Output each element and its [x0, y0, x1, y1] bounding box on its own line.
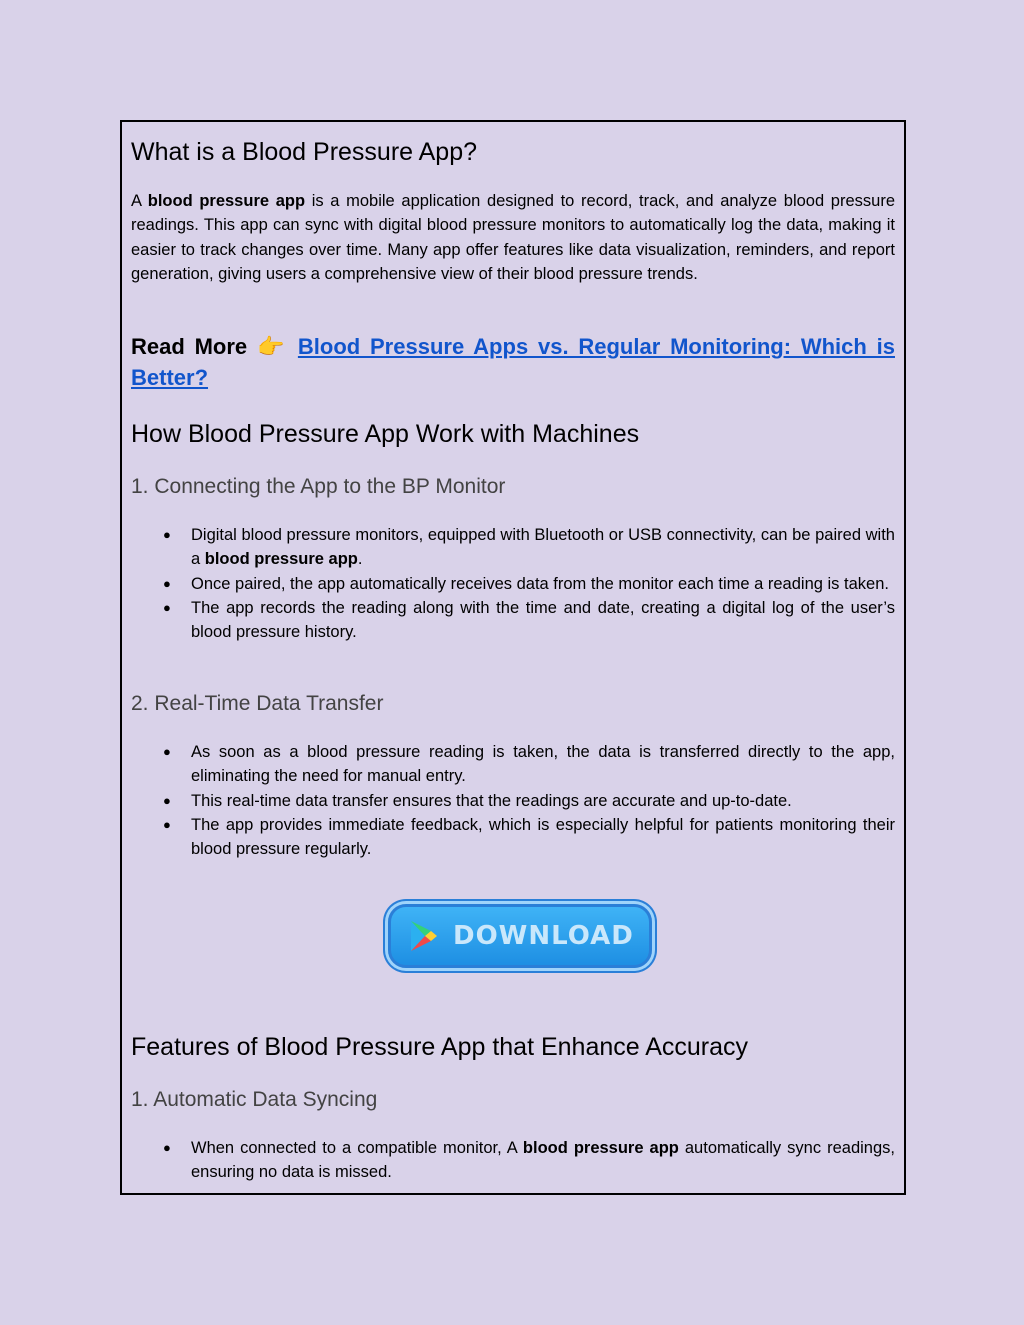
bullet-icon: ● [163, 744, 171, 759]
bullet-text: Digital blood pressure monitors, equipped with Bluetooth or USB connectivity, can be paired with a [191, 526, 895, 569]
subheading-real-time: 2. Real-Time Data Transfer [131, 692, 384, 715]
heading-how-app-works: How Blood Pressure App Work with Machines [131, 420, 640, 448]
bullet-text-suffix: automatically sync readings, ensuring no data is missed. [191, 1139, 895, 1182]
heading-what-is-app: What is a Blood Pressure App? [131, 138, 478, 166]
bullet-icon: ● [163, 792, 171, 808]
bullet-text: When connected to a compatible monitor, A [191, 1139, 523, 1157]
list-item [131, 740, 895, 789]
bullet-text: The app provides immediate feedback, which is especially helpful for patients monitoring their blood pressure regularly. [191, 815, 895, 859]
intro-paragraph [131, 189, 895, 286]
heading-features: Features of Blood Pressure App that Enhance Accuracy [131, 1033, 749, 1061]
list-item [131, 789, 895, 813]
real-time-bullet-list [131, 740, 895, 861]
subheading-connecting: 1. Connecting the App to the BP Monitor [131, 475, 506, 498]
bullet-text: This real-time data transfer ensures that the readings are accurate and up-to-date. [191, 791, 792, 810]
list-item [131, 596, 895, 645]
pointing-hand-icon: 👉 [256, 334, 289, 359]
bullet-icon: ● [163, 816, 171, 832]
play-store-icon [409, 919, 439, 953]
auto-sync-bullet-list [131, 1136, 895, 1185]
intro-text-rest: is a mobile application designed to record, track, and analyze blood pressure readings. This app can sync with digital blood pressure monitors to automatically log the data, making it easier to track changes over time. Many app offer features like data visualization, reminders, and report generation, giving users a comprehensive view of their blood pressure trends. [131, 192, 896, 283]
bullet-bold-term: blood pressure app [204, 550, 358, 569]
document-frame [120, 120, 906, 1195]
list-item [131, 813, 895, 862]
list-item [131, 523, 895, 572]
connecting-bullet-list [131, 523, 895, 644]
bullet-bold-term: blood pressure app [522, 1139, 679, 1157]
bullet-icon: ● [163, 527, 171, 542]
bullet-text: As soon as a blood pressure reading is taken, the data is transferred directly to the app, eliminating the need for manual entry. [191, 743, 895, 786]
bullet-text-suffix: . [357, 550, 363, 569]
subheading-auto-sync: 1. Automatic Data Syncing [131, 1088, 378, 1111]
read-more-line [131, 331, 895, 393]
list-item [131, 572, 895, 596]
list-item [131, 1136, 895, 1185]
bullet-text: Once paired, the app automatically receives data from the monitor each time a reading is taken. [191, 574, 889, 593]
bullet-icon: ● [163, 599, 171, 615]
bullet-text: The app records the reading along with the time and date, creating a digital log of the user’s blood pressure history. [191, 598, 895, 642]
download-button-label: DOWNLOAD [453, 921, 634, 951]
download-button[interactable] [388, 904, 652, 968]
intro-bold-term: blood pressure app [147, 192, 306, 210]
bullet-icon: ● [163, 575, 171, 591]
bullet-icon: ● [163, 1140, 171, 1155]
read-more-label: Read More [131, 334, 248, 359]
download-button-wrapper [382, 900, 662, 976]
intro-text-prefix: A [131, 192, 148, 210]
read-more-link[interactable]: Blood Pressure Apps vs. Regular Monitoring: Which is Better? [131, 334, 895, 390]
